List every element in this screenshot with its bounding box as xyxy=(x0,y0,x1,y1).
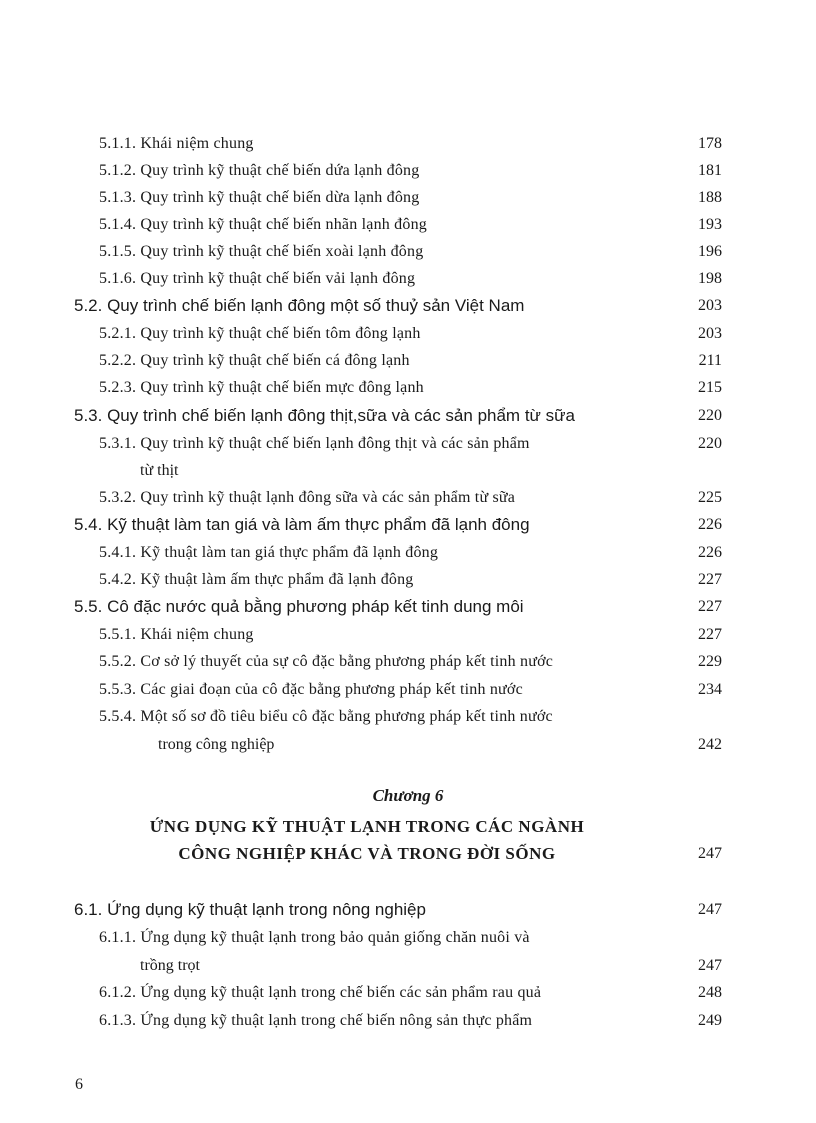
toc-entry-page: 203 xyxy=(698,325,722,342)
toc-entry-title: 5.4.2. Kỹ thuật làm ấm thực phẩm đã lạnh đông xyxy=(99,571,414,588)
chapter-page: 247 xyxy=(698,845,722,862)
toc-entry-page: 249 xyxy=(698,1012,722,1029)
toc-entry-title: 5.4.1. Kỹ thuật làm tan giá thực phẩm đã lạnh đông xyxy=(99,544,439,561)
toc-entry-title: 6.1. Ứng dụng kỹ thuật lạnh trong nông nghiệp xyxy=(74,900,426,919)
toc-entry-page: 198 xyxy=(698,270,722,287)
toc-entry-continuation xyxy=(0,953,816,979)
page-number: 6 xyxy=(75,1076,83,1093)
toc-entry xyxy=(0,131,816,157)
toc-entry xyxy=(0,622,816,648)
toc-entry-page: 196 xyxy=(698,243,722,260)
toc-entry xyxy=(0,321,816,347)
toc-entry xyxy=(0,431,816,457)
toc-entry xyxy=(0,540,816,566)
toc-entry-title: 5.4. Kỹ thuật làm tan giá và làm ấm thực phẩm đã lạnh đông xyxy=(74,515,530,534)
toc-entry-title: 5.5.3. Các giai đoạn của cô đặc bằng phương pháp kết tinh nước xyxy=(99,681,523,698)
toc-entry-title: 5.3.2. Quy trình kỹ thuật lạnh đông sữa và các sản phẩm từ sữa xyxy=(99,489,516,506)
toc-entry-page: 247 xyxy=(698,901,722,918)
toc-entry xyxy=(0,567,816,593)
toc-section-heading xyxy=(0,293,816,319)
toc-entry-title: 6.1.3. Ứng dụng kỹ thuật lạnh trong chế biến nông sản thực phẩm xyxy=(99,1012,533,1029)
toc-entry-page: 220 xyxy=(698,435,722,452)
toc-entry-page: 247 xyxy=(698,957,722,974)
toc-entry-page: 229 xyxy=(698,653,722,670)
toc-entry xyxy=(0,485,816,511)
toc-entry-page: 234 xyxy=(698,681,722,698)
toc-section-heading xyxy=(0,897,816,923)
toc-entry-title: 5.2.3. Quy trình kỹ thuật chế biến mực đông lạnh xyxy=(99,379,424,396)
toc-entry-title: 5.3. Quy trình chế biến lạnh đông thịt,sữa và các sản phẩm từ sữa xyxy=(74,406,575,425)
toc-entry xyxy=(0,375,816,401)
chapter-title-line-2: CÔNG NGHIỆP KHÁC VÀ TRONG ĐỜI SỐNG xyxy=(178,844,556,863)
toc-entry-title: 6.1.2. Ứng dụng kỹ thuật lạnh trong chế biến các sản phẩm rau quả xyxy=(99,984,542,1001)
toc-entry-page: 211 xyxy=(698,352,722,369)
toc-entry-page: 181 xyxy=(698,162,722,179)
toc-entry-title: từ thịt xyxy=(140,462,179,479)
toc-entry-page: 226 xyxy=(698,516,722,533)
toc-section-heading xyxy=(0,594,816,620)
toc-entry-title: 5.1.4. Quy trình kỹ thuật chế biến nhãn lạnh đông xyxy=(99,216,427,233)
toc-entry-title: 5.3.1. Quy trình kỹ thuật chế biến lạnh đông thịt và các sản phẩm xyxy=(99,435,530,452)
toc-entry xyxy=(0,649,816,675)
toc-entry-page: 203 xyxy=(698,297,722,314)
toc-entry-page: 227 xyxy=(698,571,722,588)
toc-entry-page: 193 xyxy=(698,216,722,233)
toc-entry-continuation xyxy=(0,458,816,484)
toc-entry-title: 5.1.5. Quy trình kỹ thuật chế biến xoài lạnh đông xyxy=(99,243,424,260)
toc-entry-title: 5.1.3. Quy trình kỹ thuật chế biến dừa lạnh đông xyxy=(99,189,420,206)
toc-entry xyxy=(0,212,816,238)
toc-entry-page: 226 xyxy=(698,544,722,561)
chapter-label: Chương 6 xyxy=(372,786,444,805)
toc-entry-page: 227 xyxy=(698,626,722,643)
toc-entry-title: 5.5.1. Khái niệm chung xyxy=(99,626,254,643)
toc-entry xyxy=(0,348,816,374)
toc-section-heading xyxy=(0,403,816,429)
toc-entry-title: 5.2. Quy trình chế biến lạnh đông một số thuỷ sản Việt Nam xyxy=(74,296,525,315)
toc-entry-page: 242 xyxy=(698,736,722,753)
toc-entry-title: trong công nghiệp xyxy=(158,736,275,753)
toc-entry xyxy=(0,925,816,951)
toc-entry-title: trồng trọt xyxy=(140,957,200,974)
toc-section-heading xyxy=(0,512,816,538)
toc-entry xyxy=(0,677,816,703)
toc-entry xyxy=(0,704,816,730)
toc-entry-continuation xyxy=(0,732,816,758)
toc-entry xyxy=(0,980,816,1006)
toc-entry-page: 248 xyxy=(698,984,722,1001)
toc-entry-title: 5.2.1. Quy trình kỹ thuật chế biến tôm đông lạnh xyxy=(99,325,421,342)
toc-entry xyxy=(0,266,816,292)
toc-entry-title: 5.5. Cô đặc nước quả bằng phương pháp kết tinh dung môi xyxy=(74,597,524,616)
chapter-title-line-1: ỨNG DỤNG KỸ THUẬT LẠNH TRONG CÁC NGÀNH xyxy=(149,817,585,836)
toc-entry-page: 178 xyxy=(698,135,722,152)
toc-entry-page: 225 xyxy=(698,489,722,506)
toc-entry xyxy=(0,158,816,184)
toc-entry xyxy=(0,185,816,211)
toc-entry-title: 5.1.2. Quy trình kỹ thuật chế biến dứa lạnh đông xyxy=(99,162,420,179)
toc-entry-title: 5.5.4. Một số sơ đồ tiêu biểu cô đặc bằng phương pháp kết tinh nước xyxy=(99,708,553,725)
toc-entry-page: 215 xyxy=(698,379,722,396)
toc-entry-title: 5.5.2. Cơ sở lý thuyết của sự cô đặc bằng phương pháp kết tinh nước xyxy=(99,653,554,670)
toc-entry-title: 5.2.2. Quy trình kỹ thuật chế biến cá đông lạnh xyxy=(99,352,410,369)
toc-entry-page: 188 xyxy=(698,189,722,206)
toc-entry-title: 5.1.6. Quy trình kỹ thuật chế biến vải lạnh đông xyxy=(99,270,416,287)
toc-entry xyxy=(0,1008,816,1034)
toc-entry-title: 5.1.1. Khái niệm chung xyxy=(99,135,254,152)
toc-entry-page: 227 xyxy=(698,598,722,615)
toc-entry xyxy=(0,239,816,265)
toc-entry-title: 6.1.1. Ứng dụng kỹ thuật lạnh trong bảo quản giống chăn nuôi và xyxy=(99,929,530,946)
toc-entry-page: 220 xyxy=(698,407,722,424)
